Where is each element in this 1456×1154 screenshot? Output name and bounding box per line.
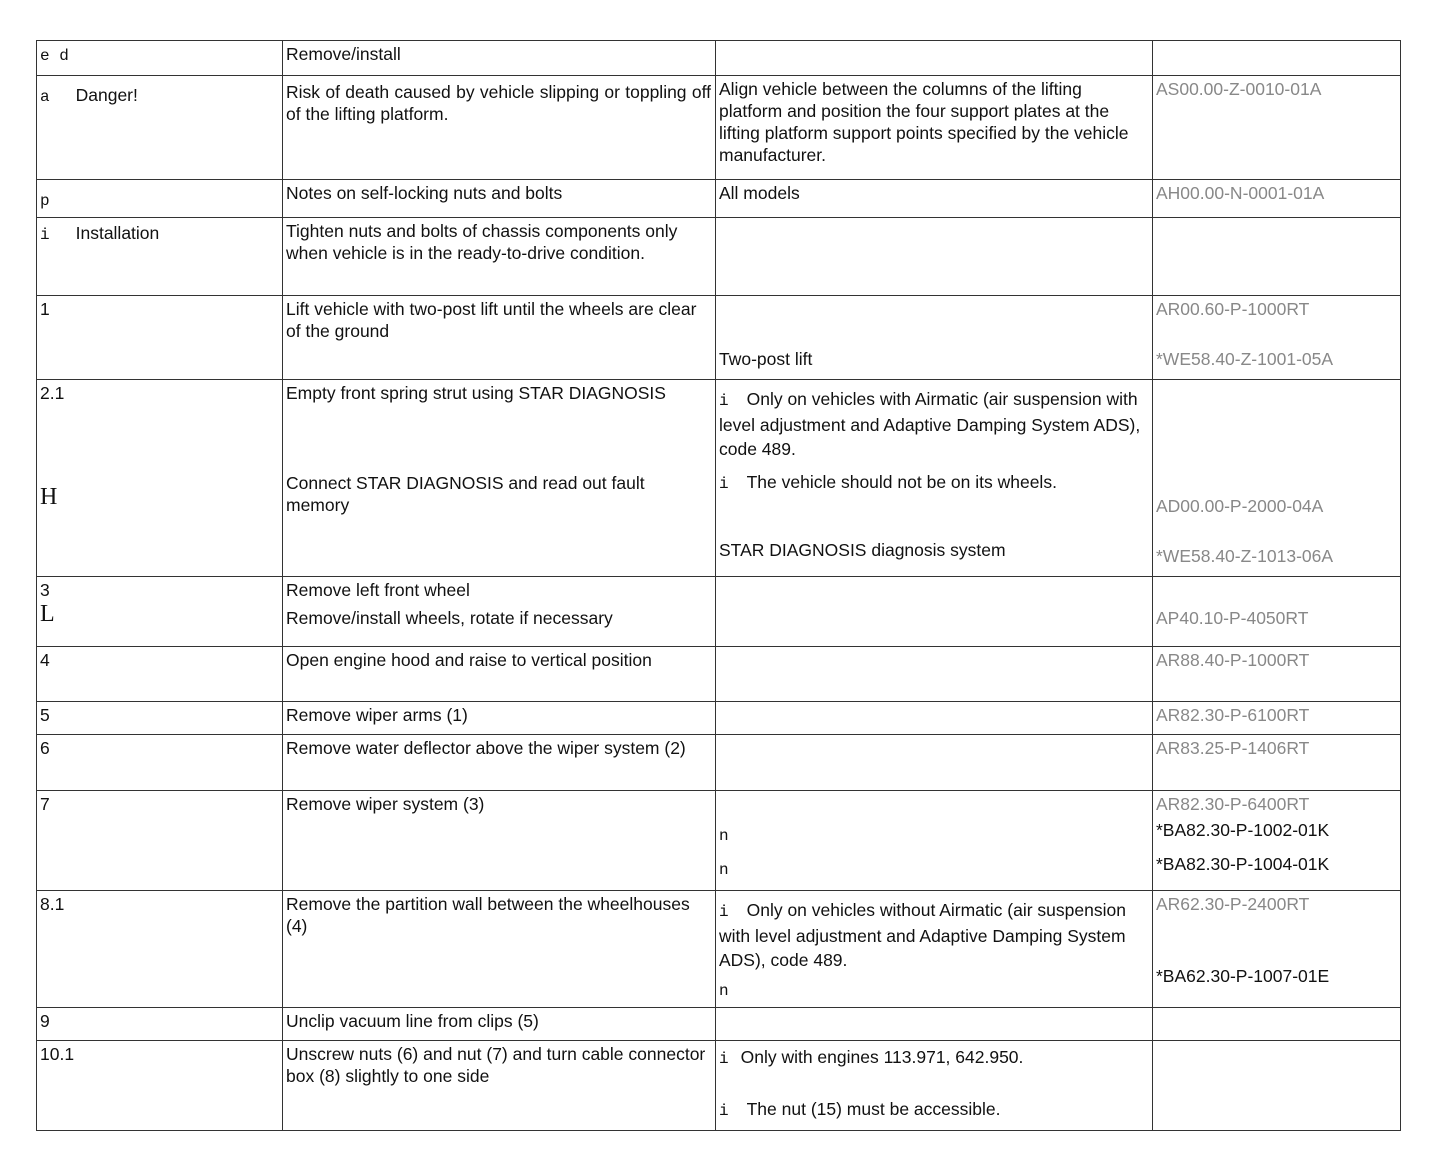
note-cell [716, 791, 1153, 891]
tool-text: Two-post lift [719, 349, 813, 369]
note-cell [716, 891, 1153, 1008]
step-cell [37, 702, 283, 735]
instruction-text: Remove/install [286, 44, 401, 64]
note-text: i Only with engines 113.971, 642.950. [719, 1047, 1024, 1068]
reference-link[interactable]: *WE58.40-Z-1001-05A [1156, 349, 1334, 369]
table-row [37, 380, 1401, 577]
instruction-text: Remove/install wheels, rotate if necessary [286, 608, 613, 628]
reference-cell [1153, 735, 1401, 791]
note-cell [716, 41, 1153, 76]
reference-cell [1153, 76, 1401, 180]
table-row [37, 296, 1401, 380]
instruction-text: Empty front spring strut using STAR DIAGNOSIS [286, 383, 666, 403]
instruction-cell [283, 647, 716, 702]
instruction-cell [283, 296, 716, 380]
reference-cell [1153, 791, 1401, 891]
step-number: 6 [40, 738, 50, 758]
reference-cell [1153, 577, 1401, 647]
table-row [37, 577, 1401, 647]
note-symbol: n [719, 982, 729, 1000]
note-cell [716, 1041, 1153, 1131]
instruction-cell [283, 1008, 716, 1041]
table-row [37, 791, 1401, 891]
wheel-icon: L [40, 601, 55, 627]
step-cell [37, 76, 283, 180]
instruction-text: Remove left front wheel [286, 580, 470, 600]
note-cell [716, 647, 1153, 702]
info-icon: i [719, 475, 729, 493]
note-text: i The vehicle should not be on its wheels. [719, 472, 1057, 493]
symbol: e d [40, 47, 69, 65]
info-icon: i [719, 392, 729, 410]
step-cell [37, 1008, 283, 1041]
table-row [37, 702, 1401, 735]
reference-cell [1153, 1041, 1401, 1131]
step-number: 9 [40, 1011, 50, 1031]
step-cell [37, 380, 283, 577]
note-cell [716, 76, 1153, 180]
instruction-cell [283, 41, 716, 76]
instruction-cell [283, 577, 716, 647]
reference-link[interactable]: AR82.30-P-6400RT [1156, 794, 1310, 814]
tool-text: STAR DIAGNOSIS diagnosis system [719, 540, 1006, 560]
note-text: All models [719, 183, 800, 203]
note-cell [716, 218, 1153, 296]
instruction-cell [283, 180, 716, 218]
step-cell [37, 577, 283, 647]
step-number: 1 [40, 299, 50, 319]
reference-link[interactable]: AD00.00-P-2000-04A [1156, 496, 1324, 516]
note-text: i Only on vehicles without Airmatic (air suspension with level adjustment and Adaptive Damping System ADS), code 489. [719, 900, 1126, 970]
step-cell [37, 180, 283, 218]
note-cell [716, 380, 1153, 577]
note-text: i The nut (15) must be accessible. [719, 1099, 1001, 1120]
note-cell [716, 180, 1153, 218]
note-text: Align vehicle between the columns of the lifting platform and position the four support plates at the lifting platform support points specified by the vehicle manufacturer. [719, 79, 1129, 165]
step-number: 8.1 [40, 894, 65, 914]
step-number: 3 [40, 580, 50, 600]
instruction-cell [283, 380, 716, 577]
note-cell [716, 1008, 1153, 1041]
reference-cell [1153, 702, 1401, 735]
reference-link[interactable]: *BA62.30-P-1007-01E [1156, 966, 1330, 986]
instruction-text: Connect STAR DIAGNOSIS and read out fault memory [286, 473, 645, 515]
instruction-text: Remove the partition wall between the wheelhouses (4) [286, 894, 690, 936]
step-cell [37, 647, 283, 702]
step-cell [37, 41, 283, 76]
instruction-text: Remove wiper system (3) [286, 794, 485, 814]
instruction-text: Open engine hood and raise to vertical position [286, 650, 652, 670]
reference-link[interactable]: AP40.10-P-4050RT [1156, 608, 1309, 628]
danger-label: Danger! [75, 85, 138, 105]
reference-link[interactable]: AR82.30-P-6100RT [1156, 705, 1310, 725]
instruction-text: Unclip vacuum line from clips (5) [286, 1011, 539, 1031]
step-number: 4 [40, 650, 50, 670]
reference-link[interactable]: *WE58.40-Z-1013-06A [1156, 546, 1334, 566]
reference-link[interactable]: *BA82.30-P-1004-01K [1156, 854, 1330, 874]
reference-cell [1153, 647, 1401, 702]
step-number: 5 [40, 705, 50, 725]
info-icon: i [719, 1102, 729, 1120]
reference-link[interactable]: AS00.00-Z-0010-01A [1156, 79, 1322, 99]
note-symbol: n [719, 827, 729, 845]
table-row [37, 76, 1401, 180]
step-number: 2.1 [40, 383, 65, 403]
instruction-text: Tighten nuts and bolts of chassis components only when vehicle is in the ready-to-drive condition. [286, 221, 678, 263]
note-cell [716, 702, 1153, 735]
step-cell [37, 791, 283, 891]
table-row [37, 41, 1401, 76]
instruction-cell [283, 218, 716, 296]
danger-icon: a [40, 88, 50, 106]
reference-link[interactable]: AR00.60-P-1000RT [1156, 299, 1310, 319]
note-cell [716, 577, 1153, 647]
reference-link[interactable]: AR62.30-P-2400RT [1156, 894, 1310, 914]
info-icon: i [719, 1050, 729, 1068]
step-cell [37, 891, 283, 1008]
reference-cell [1153, 296, 1401, 380]
reference-cell [1153, 218, 1401, 296]
instruction-text: Remove wiper arms (1) [286, 705, 468, 725]
table-row [37, 180, 1401, 218]
instruction-cell [283, 735, 716, 791]
reference-cell [1153, 41, 1401, 76]
table-row [37, 647, 1401, 702]
instruction-cell [283, 76, 716, 180]
info-icon: i [40, 226, 50, 244]
info-icon: i [719, 903, 729, 921]
step-cell [37, 1041, 283, 1131]
reference-cell [1153, 1008, 1401, 1041]
instruction-text: Lift vehicle with two-post lift until the wheels are clear of the ground [286, 299, 697, 341]
reference-cell [1153, 180, 1401, 218]
procedure-table [36, 40, 1401, 1131]
instruction-cell [283, 791, 716, 891]
table-row [37, 1041, 1401, 1131]
step-number: 10.1 [40, 1044, 75, 1064]
note-symbol: n [719, 861, 729, 879]
instruction-text: Unscrew nuts (6) and nut (7) and turn cable connector box (8) slightly to one side [286, 1044, 706, 1086]
table-row [37, 891, 1401, 1008]
step-cell [37, 218, 283, 296]
reference-cell [1153, 380, 1401, 577]
instruction-text: Risk of death caused by vehicle slipping or toppling off of the lifting platform. [286, 82, 711, 124]
instruction-cell [283, 1041, 716, 1131]
note-cell [716, 296, 1153, 380]
step-cell [37, 735, 283, 791]
table-row [37, 735, 1401, 791]
step-cell [37, 296, 283, 380]
instruction-cell [283, 891, 716, 1008]
step-number: 7 [40, 794, 50, 814]
table-row [37, 1008, 1401, 1041]
reference-link[interactable]: AR88.40-P-1000RT [1156, 650, 1310, 670]
note-text: i Only on vehicles with Airmatic (air suspension with level adjustment and Adaptive Damping System ADS), code 489. [719, 389, 1141, 459]
note-cell [716, 735, 1153, 791]
reference-link[interactable]: AR83.25-P-1406RT [1156, 738, 1310, 758]
diagnosis-icon: H [40, 484, 58, 510]
instruction-cell [283, 702, 716, 735]
reference-cell [1153, 891, 1401, 1008]
instruction-text: Notes on self-locking nuts and bolts [286, 183, 563, 203]
instruction-text: Remove water deflector above the wiper system (2) [286, 738, 686, 758]
table-row [37, 218, 1401, 296]
installation-label: Installation [75, 223, 160, 243]
reference-link[interactable]: *BA82.30-P-1002-01K [1156, 820, 1330, 840]
reference-link[interactable]: AH00.00-N-0001-01A [1156, 183, 1325, 203]
note-icon: p [40, 192, 50, 210]
